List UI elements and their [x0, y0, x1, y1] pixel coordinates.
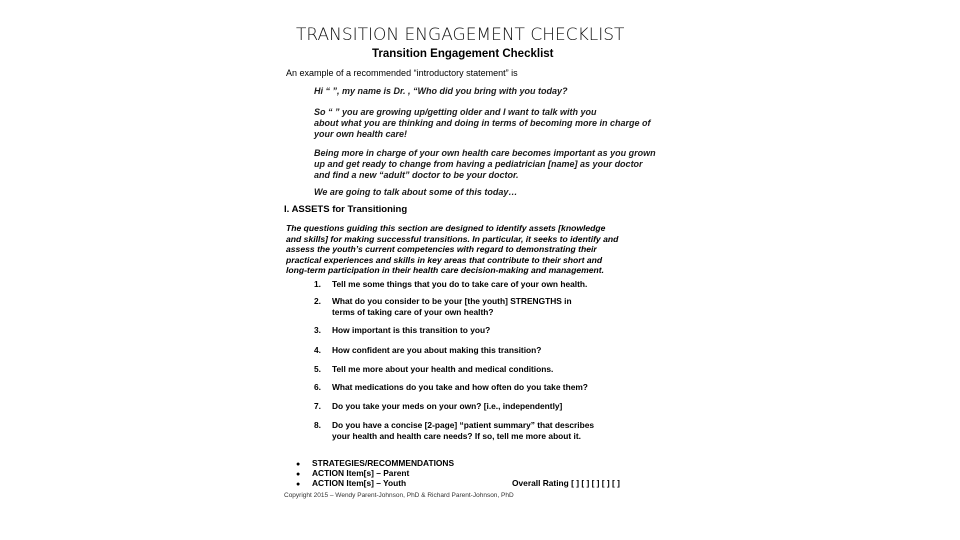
question-item	[314, 382, 588, 393]
paragraph-line: assess the youth’s current competencies with regard to demonstrating their	[286, 244, 597, 254]
bullet-text: STRATEGIES/RECOMMENDATIONS	[312, 458, 455, 468]
question-item	[314, 279, 587, 290]
question-item	[314, 420, 594, 441]
intro-line: Being more in charge of your own health care becomes important as you grown	[314, 148, 656, 158]
bullet-icon: ●	[296, 461, 301, 468]
question-number: 2.	[314, 296, 321, 306]
question-text: Do you take your meds on your own? [i.e., independently]	[332, 401, 563, 411]
question-number: 1.	[314, 279, 321, 289]
question-item	[314, 401, 562, 412]
bullet-text: ACTION Item[s] – Youth	[312, 478, 407, 488]
copyright-line: Copyright 2015 – Wendy Parent-Johnson, PhD & Richard Parent-Johnson, PhD	[284, 492, 514, 499]
document-title: Transition Engagement Checklist	[372, 48, 554, 60]
intro-line: your own health care!	[314, 129, 408, 139]
question-text: terms of taking care of your own health?	[332, 306, 494, 317]
question-text: Tell me some things that you do to take care of your own health.	[332, 279, 588, 289]
question-item	[314, 325, 490, 336]
question-number: 5.	[314, 364, 321, 374]
question-item	[314, 296, 572, 317]
question-text: How confident are you about making this transition?	[332, 345, 542, 355]
intro-line: and find a new “adult” doctor to be your doctor.	[314, 170, 519, 180]
paragraph-line: and skills] for making successful transitions. In particular, it seeks to identify and	[286, 233, 619, 244]
question-item	[314, 345, 541, 356]
bullet-text: ACTION Item[s] – Parent	[312, 468, 410, 478]
checklist-document	[284, 48, 664, 503]
question-number: 7.	[314, 401, 321, 411]
intro-line: Hi “ ”, my name is Dr. , “Who did you bring with you today?	[314, 86, 568, 96]
question-item	[314, 364, 553, 375]
intro-line: up and get ready to change from having a pediatrician [name] as your doctor	[314, 159, 643, 169]
intro-label: An example of a recommended “introductory statement” is	[286, 68, 518, 78]
bullet-icon: ●	[296, 471, 301, 478]
slide-title: TRANSITION ENGAGEMENT CHECKLIST	[296, 25, 625, 45]
intro-line: about what you are thinking and doing in terms of becoming more in charge of	[314, 118, 651, 128]
bullet-item	[296, 478, 406, 490]
section-paragraph	[286, 223, 618, 276]
question-number: 3.	[314, 325, 321, 335]
section-heading: I. ASSETS for Transitioning	[284, 204, 408, 215]
overall-rating: Overall Rating [ ] [ ] [ ] [ ] [ ]	[512, 478, 620, 488]
question-number: 8.	[314, 420, 321, 430]
intro-line: We are going to talk about some of this today…	[314, 187, 518, 197]
question-text: Do you have a concise [2-page] “patient summary” that describes	[332, 420, 595, 430]
paragraph-line: practical experiences and skills in key areas that contribute to their short and	[286, 254, 603, 265]
question-text: What do you consider to be your [the youth] STRENGTHS in	[332, 296, 572, 306]
question-text: Tell me more about your health and medical conditions.	[332, 364, 554, 374]
paragraph-line: long-term participation in their health care decision-making and management.	[286, 265, 605, 275]
question-text: What medications do you take and how often do you take them?	[332, 382, 588, 392]
question-text: How important is this transition to you?	[332, 325, 491, 335]
question-number: 4.	[314, 345, 321, 355]
bullet-icon: ●	[296, 481, 301, 488]
question-number: 6.	[314, 382, 321, 392]
intro-line: So “ ” you are growing up/getting older and I want to talk with you	[314, 107, 597, 117]
paragraph-line: The questions guiding this section are designed to identify assets [knowledge	[286, 223, 606, 233]
question-text: your health and health care needs? If so, tell me more about it.	[332, 430, 581, 441]
